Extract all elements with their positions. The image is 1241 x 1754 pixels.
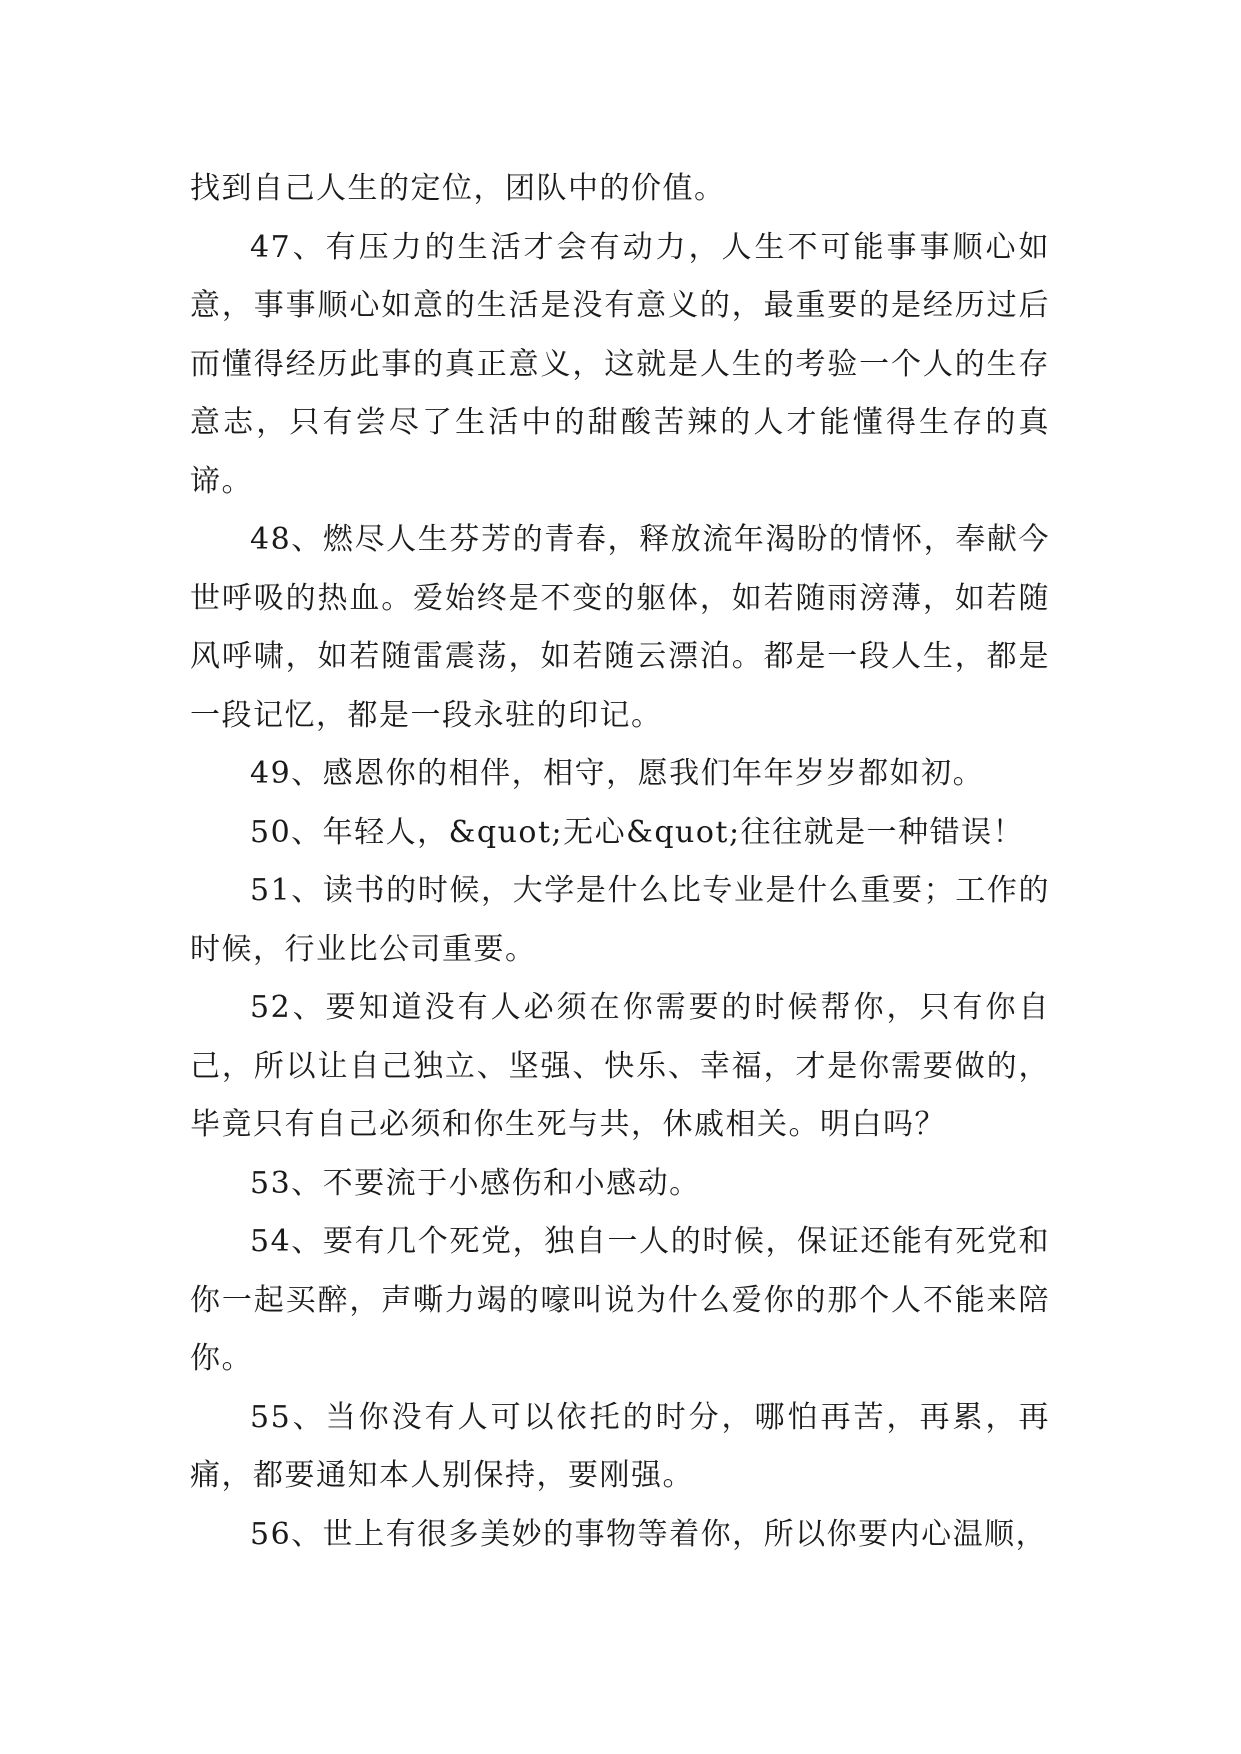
paragraph-54: 54、要有几个死党，独自一人的时候，保证还能有死党和你一起买醉，声嘶力竭的嚎叫说为什么爱你的那个人不能来陪你。	[190, 1224, 1050, 1376]
paragraph-53: 53、不要流于小感伤和小感动。	[250, 1165, 701, 1201]
paragraph-56: 56、世上有很多美妙的事物等着你，所以你要内心温顺，	[250, 1516, 1048, 1552]
paragraph-52: 52、要知道没有人必须在你需要的时候帮你，只有你自己，所以让自己独立、坚强、快乐、幸福，才是你需要做的，毕竟只有自己必须和你生死与共，休戚相关。明白吗？	[190, 990, 1050, 1142]
paragraph-48: 48、燃尽人生芬芳的青春，释放流年渴盼的情怀，奉献今世呼吸的热血。爱始终是不变的躯体，如若随雨滂薄，如若随风呼啸，如若随雷震荡，如若随云漂泊。都是一段人生，都是一段记忆，都是一段永驻的印记。	[190, 522, 1050, 733]
paragraph-50: 50、年轻人，&quot;无心&quot;往往就是一种错误！	[250, 814, 1025, 850]
paragraph-55: 55、当你没有人可以依托的时分，哪怕再苦，再累，再痛，都要通知本人别保持，要刚强。	[190, 1399, 1050, 1493]
paragraph-49: 49、感恩你的相伴，相守，愿我们年年岁岁都如初。	[250, 756, 985, 791]
paragraph-51: 51、读书的时候，大学是什么比专业是什么重要；工作的时候，行业比公司重要。	[190, 873, 1050, 967]
paragraph-continued: 找到自己人生的定位，团队中的价值。	[190, 171, 726, 206]
paragraph-47: 47、有压力的生活才会有动力，人生不可能事事顺心如意，事事顺心如意的生活是没有意义的，最重要的是经历过后而懂得经历此事的真正意义，这就是人生的考验一个人的生存意志，只有尝尽了生活中的甜酸苦辣的人才能懂得生存的真谛。	[190, 229, 1050, 499]
document-body	[190, 160, 1050, 1564]
